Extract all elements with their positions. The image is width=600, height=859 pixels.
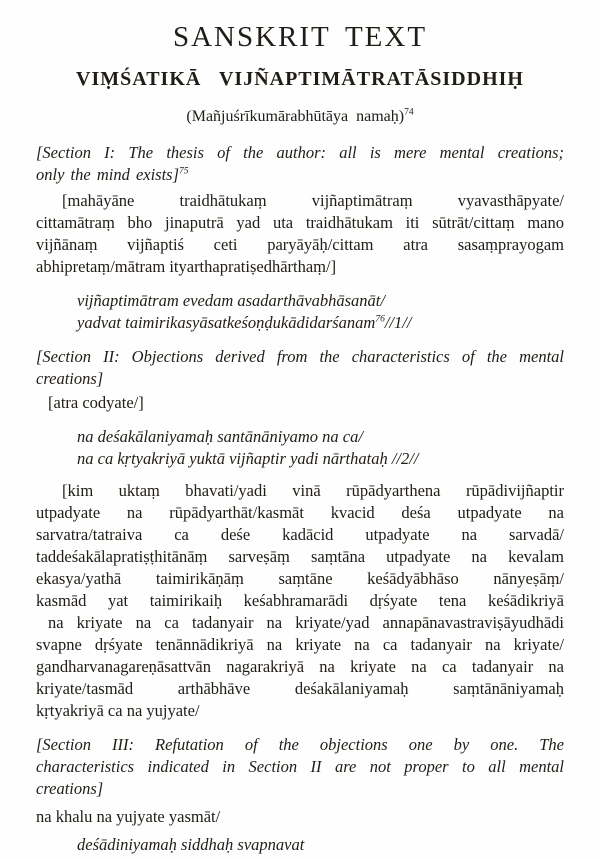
text-line: sarvatra/tatraiva ca deśe kadācid utpadyate na sarvadā/ — [36, 525, 564, 544]
sanskrit-work-heading: VIṂŚATIKĀ VIJÑAPTIMĀTRATĀSIDDHIḤ — [76, 68, 524, 90]
text-line: taddeśakālapratiṣṭhitānāṃ sarveṣāṃ saṃtāna utpadyate na kevalam — [36, 547, 564, 566]
text-line: vijñānaṃ vijñaptiś ceti paryāyāḥ/cittam atra sasaṃprayogam — [36, 235, 564, 254]
atra-codyate-line — [36, 392, 564, 414]
text-line: [Section I: The thesis of the author: all is mere mental creations; — [36, 143, 564, 162]
page-title: SANSKRIT TEXT — [172, 21, 428, 53]
text-line: abhipretaṃ/mātram ityarthapratiṣedhārthaṃ/] — [36, 257, 337, 276]
text-line: gandharvanagareṇāsattvān nagarakriyā na kriyate na ca tadanyair na — [36, 657, 564, 676]
text-line: creations] — [36, 369, 104, 388]
section-i-heading — [36, 142, 564, 186]
text-line: only the mind exists]$^{75}$ — [36, 165, 189, 184]
section-ii-heading — [36, 346, 564, 390]
text-line: kṛtyakriyā ca na yujyate/ — [36, 701, 200, 720]
text-line: [mahāyāne traidhātukaṃ vijñaptimātraṃ vyavasthāpyate/ — [62, 191, 564, 210]
verse-2 — [36, 426, 564, 470]
text-line: cittamātraṃ bho jinaputrā yad uta traidhātukam iti sūtrāt/cittaṃ mano — [36, 213, 564, 232]
text-line: na khalu na yujyate yasmāt/ — [36, 807, 221, 826]
text-line: yadvat taimirikasyāsatkeśoṇḍukādidarśanam$^{76}$//1// — [77, 313, 412, 332]
para-mahayane — [36, 190, 564, 278]
text-line: kriyate/tasmād arthābhāve deśakālaniyamaḥ saṃtānāniyamaḥ — [36, 679, 564, 698]
text-line: ekasya/yathā taimirikāṇāṃ saṃtāne keśādyābhāso nānyeṣāṃ/ — [36, 569, 564, 588]
footnote-ref: 76 — [375, 314, 385, 325]
footnote-ref: 74 — [404, 107, 414, 118]
text-line: vijñaptimātram evedam asadarthāvabhāsanāt/ — [77, 291, 385, 310]
text-line: na ca kṛtyakriyā yuktā vijñaptir yadi nārthataḥ //2// — [77, 449, 419, 468]
text-line: utpadyate na rūpādyarthāt/kasmāt kvacid deśa utpadyate na — [36, 503, 564, 522]
text-line: (Mañjuśrīkumārabhūtāya namaḥ)$^{74}$ — [186, 107, 414, 125]
text-line: deśādiniyamaḥ siddhaḥ svapnavat — [77, 835, 305, 854]
text-line: kasmād yat taimirikaiḥ keśabhramarādi dṛśyate tena keśādikriyā — [36, 591, 564, 610]
text-line: na kriyate na ca tadanyair na kriyate/yad annapānavastraviṣāyudhādi — [48, 613, 564, 632]
text-line: [atra codyate/] — [48, 393, 144, 412]
section-iii-heading — [36, 734, 564, 800]
text-line: characteristics indicated in Section II are not proper to all mental — [36, 757, 564, 776]
text-line: [kim uktaṃ bhavati/yadi vinā rūpādyarthena rūpādivijñaptir — [62, 481, 564, 500]
verse-3 — [36, 834, 564, 856]
text-line: [Section III: Refutation of the objections one by one. The — [36, 735, 564, 754]
text-line: creations] — [36, 779, 104, 798]
para-kim — [36, 480, 564, 722]
text-line: na deśakālaniyamaḥ santānāniyamo na ca/ — [77, 427, 363, 446]
text-blocks — [36, 106, 564, 856]
invocation-line — [36, 106, 564, 128]
text-line: svapne dṛśyate tenānnādikriyā na kriyate na ca tadanyair na kriyate/ — [36, 635, 564, 654]
na-khalu-line — [36, 806, 564, 828]
footnote-ref: 75 — [179, 166, 189, 177]
verse-1 — [36, 290, 564, 334]
text-line: [Section II: Objections derived from the characteristics of the mental — [36, 347, 564, 366]
